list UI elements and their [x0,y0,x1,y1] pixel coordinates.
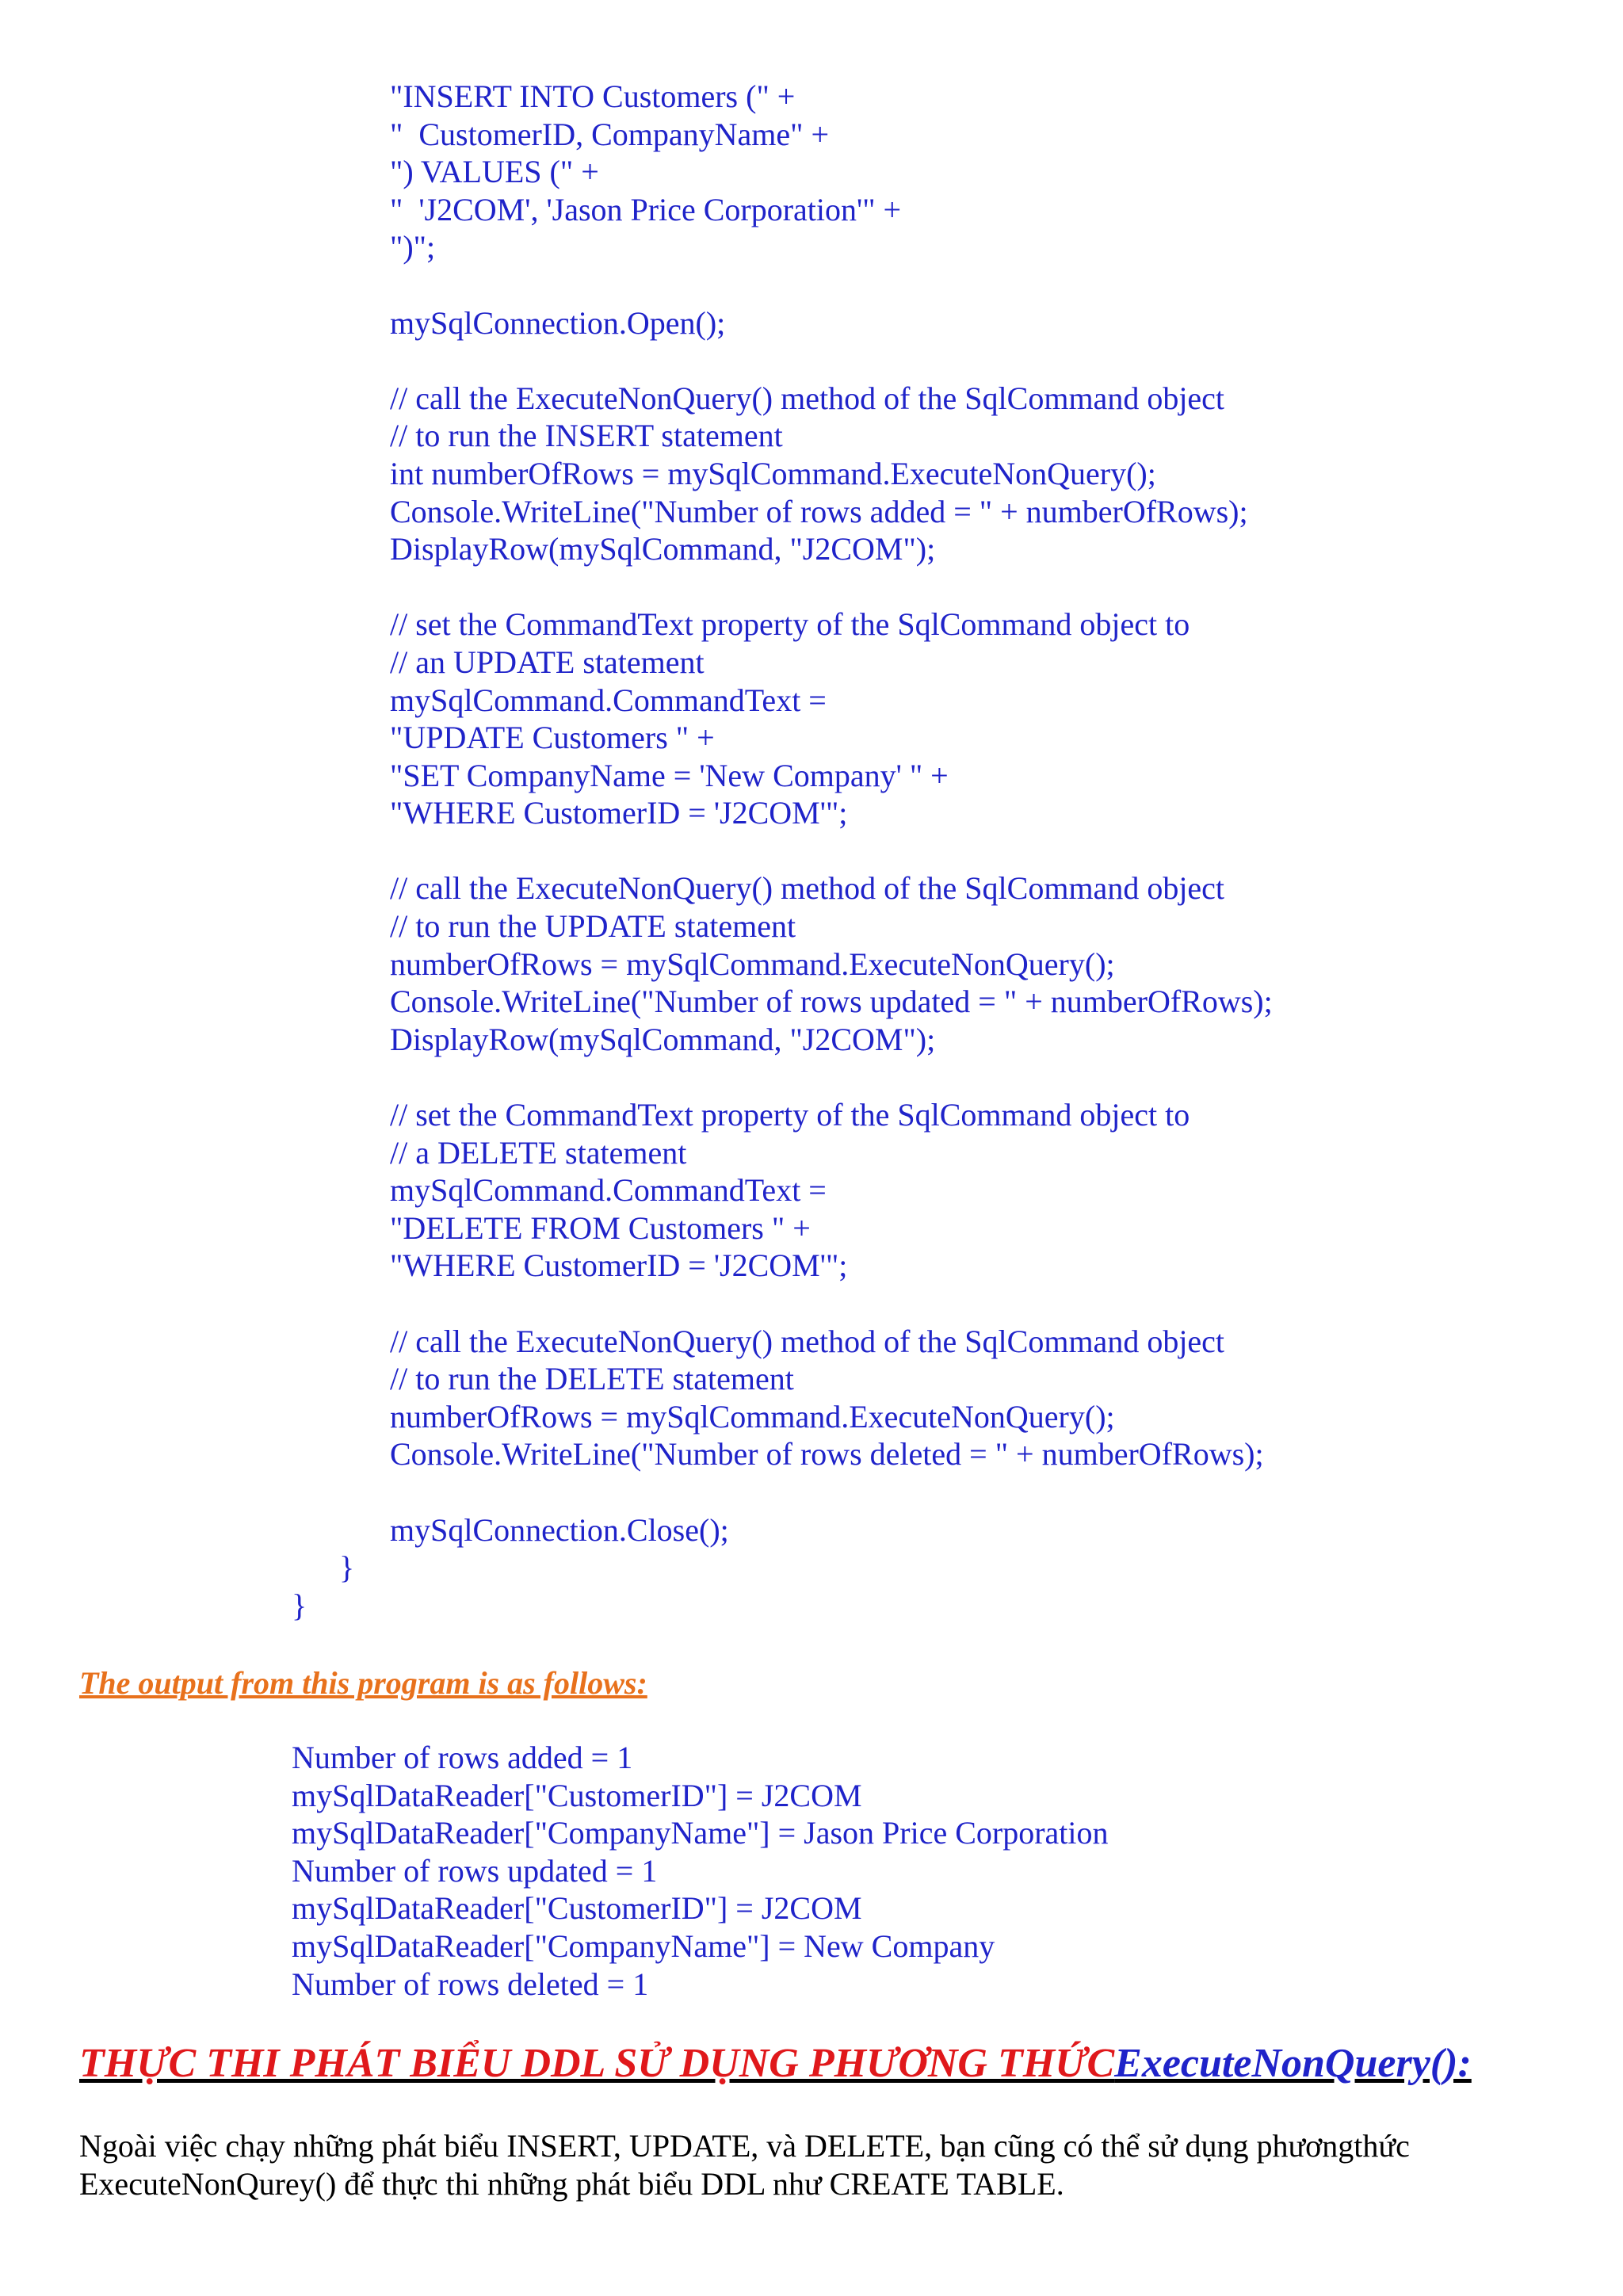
output-heading: The output from this program is as follows: [79,1665,647,1701]
code-line: "UPDATE Customers " + [390,720,715,756]
code-line [390,1285,1273,1323]
output-line: mySqlDataReader["CustomerID"] = J2COM [292,1890,862,1927]
output-line: Number of rows added = 1 [292,1740,633,1775]
code-line: numberOfRows = mySqlCommand.ExecuteNonQuery(); [390,946,1115,982]
code-line: mySqlCommand.CommandText = [390,1172,827,1209]
code-line: Console.WriteLine("Number of rows updated = " + numberOfRows); [390,984,1273,1020]
code-line: mySqlCommand.CommandText = [390,682,827,718]
code-line: Console.WriteLine("Number of rows deleted = " + numberOfRows); [390,1436,1264,1473]
code-line: mySqlConnection.Close(); [390,1511,729,1548]
section-heading [79,2040,1472,2087]
section-heading-vietnamese: THỰC THI PHÁT BIỂU DDL SỬ DỤNG PHƯƠNG THỨC [79,2041,1115,2086]
body-paragraph: Ngoài việc chạy những phát biểu INSERT, UPDATE, và DELETE, bạn cũng có thể sử dụng phươngthức ExecuteNonQurey() để thực thi những phát biểu DDL như CREATE TABLE. [79,2128,1410,2202]
code-line: "SET CompanyName = 'New Company' " + [390,757,949,793]
code-line: "DELETE FROM Customers " + [390,1209,811,1246]
output-line: Number of rows updated = 1 [292,1852,658,1889]
code-line: ")"; [390,229,436,266]
code-line [390,1473,1273,1511]
code-line: Console.WriteLine("Number of rows added = " + numberOfRows); [390,493,1248,529]
code-line: " 'J2COM', 'Jason Price Corporation'" + [390,191,902,227]
code-line: // to run the DELETE statement [390,1361,794,1397]
code-line: // an UPDATE statement [390,644,705,680]
code-line [390,342,1273,380]
code-line: mySqlConnection.Open(); [390,304,726,341]
code-line: DisplayRow(mySqlCommand, "J2COM"); [390,531,936,567]
output-line: Number of rows deleted = 1 [292,1966,649,2002]
code-line: // a DELETE statement [390,1134,687,1171]
code-line: ") VALUES (" + [390,154,599,190]
code-line: numberOfRows = mySqlCommand.ExecuteNonQuery(); [390,1398,1115,1435]
output-line: mySqlDataReader["CompanyName"] = New Company [292,1927,995,1964]
code-line: "WHERE CustomerID = 'J2COM'"; [390,795,848,831]
code-line: " CustomerID, CompanyName" + [390,116,830,152]
code-line: DisplayRow(mySqlCommand, "J2COM"); [390,1021,936,1057]
output-line: mySqlDataReader["CompanyName"] = Jason Price Corporation [292,1815,1109,1851]
code-listing [390,78,1273,1549]
section-heading-method: ExecuteNonQuery(): [1114,2041,1472,2086]
code-line [390,568,1273,606]
program-output [292,1739,1109,2003]
code-line: "WHERE CustomerID = 'J2COM'"; [390,1247,848,1284]
code-line: // call the ExecuteNonQuery() method of the SqlCommand object [390,1323,1225,1359]
code-line: // call the ExecuteNonQuery() method of the SqlCommand object [390,380,1225,416]
code-line: "INSERT INTO Customers (" + [390,78,796,114]
code-line [390,832,1273,870]
code-line [390,1058,1273,1096]
code-line [390,266,1273,304]
code-line: // set the CommandText property of the SqlCommand object to [390,606,1190,643]
code-line: // to run the UPDATE statement [390,908,796,945]
closing-brace-method: } [339,1549,355,1585]
closing-brace-class: } [292,1587,307,1623]
output-line: mySqlDataReader["CustomerID"] = J2COM [292,1777,862,1813]
code-line: int numberOfRows = mySqlCommand.ExecuteNonQuery(); [390,455,1156,491]
code-line: // call the ExecuteNonQuery() method of the SqlCommand object [390,870,1225,907]
code-line: // to run the INSERT statement [390,418,783,454]
code-line: // set the CommandText property of the SqlCommand object to [390,1097,1190,1133]
